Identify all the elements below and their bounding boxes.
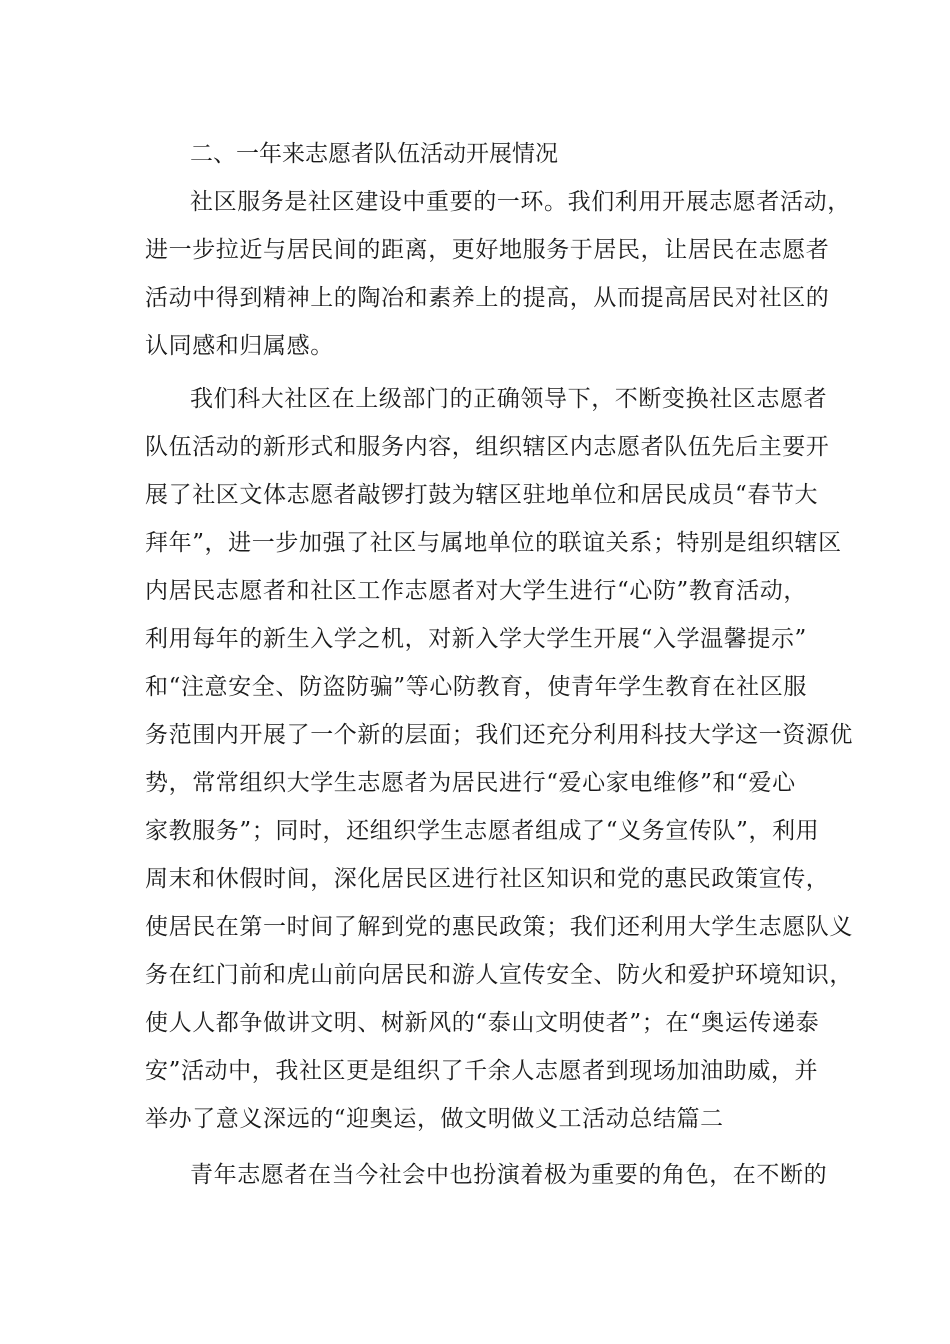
paragraph-2-line-10: 家教服务”；同时，还组织学生志愿者组成了“义务宣传队”，利用 [145, 818, 820, 844]
paragraph-1-line-3: 活动中得到精神上的陶冶和素养上的提高，从而提高居民对社区的 [145, 285, 830, 311]
paragraph-2-line-7: 和“注意安全、防盗防骗”等心防教育，使青年学生教育在社区服 [145, 674, 807, 700]
paragraph-2-line-6: 利用每年的新生入学之机，对新入学大学生开展“入学温馨提示” [145, 626, 807, 652]
paragraph-2-line-8: 务范围内开展了一个新的层面；我们还充分利用科技大学这一资源优 [145, 722, 853, 748]
paragraph-2-line-12: 使居民在第一时间了解到党的惠民政策；我们还利用大学生志愿队义 [145, 914, 853, 940]
paragraph-1-line-2: 进一步拉近与居民间的距离，更好地服务于居民，让居民在志愿者 [145, 237, 830, 263]
paragraph-2-line-11: 周末和休假时间，深化居民区进行社区知识和党的惠民政策宣传， [145, 866, 830, 892]
paragraph-2-line-14: 使人人都争做讲文明、树新风的“泰山文明使者”；在“奥运传递泰 [145, 1010, 820, 1036]
paragraph-2-line-9: 势，常常组织大学生志愿者为居民进行“爱心家电维修”和“爱心 [145, 770, 796, 796]
paragraph-1-line-4: 认同感和归属感。 [145, 333, 334, 359]
paragraph-2-line-1: 我们科大社区在上级部门的正确领导下，不断变换社区志愿者 [190, 386, 828, 412]
paragraph-1-line-1: 社区服务是社区建设中重要的一环。我们利用开展志愿者活动， [190, 189, 851, 215]
paragraph-2-line-3: 展了社区文体志愿者敲锣打鼓为辖区驻地单位和居民成员“春节大 [145, 482, 819, 508]
paragraph-2-line-5: 内居民志愿者和社区工作志愿者对大学生进行“心防”教育活动， [145, 578, 807, 604]
paragraph-2-line-15: 安”活动中，我社区更是组织了千余人志愿者到现场加油助威，并 [145, 1058, 819, 1084]
paragraph-2-line-13: 务在红门前和虎山前向居民和游人宣传安全、防火和爱护环境知识， [145, 962, 853, 988]
section-heading: 二、一年来志愿者队伍活动开展情况 [190, 141, 558, 167]
paragraph-3-line-1: 青年志愿者在当今社会中也扮演着极为重要的角色，在不断的 [190, 1162, 828, 1188]
paragraph-2-line-2: 队伍活动的新形式和服务内容，组织辖区内志愿者队伍先后主要开 [145, 434, 830, 460]
paragraph-2-line-16: 举办了意义深远的“迎奥运，做文明做义工活动总结篇二 [145, 1106, 724, 1132]
paragraph-2-line-4: 拜年”，进一步加强了社区与属地单位的联谊关系；特别是组织辖区 [145, 530, 842, 556]
